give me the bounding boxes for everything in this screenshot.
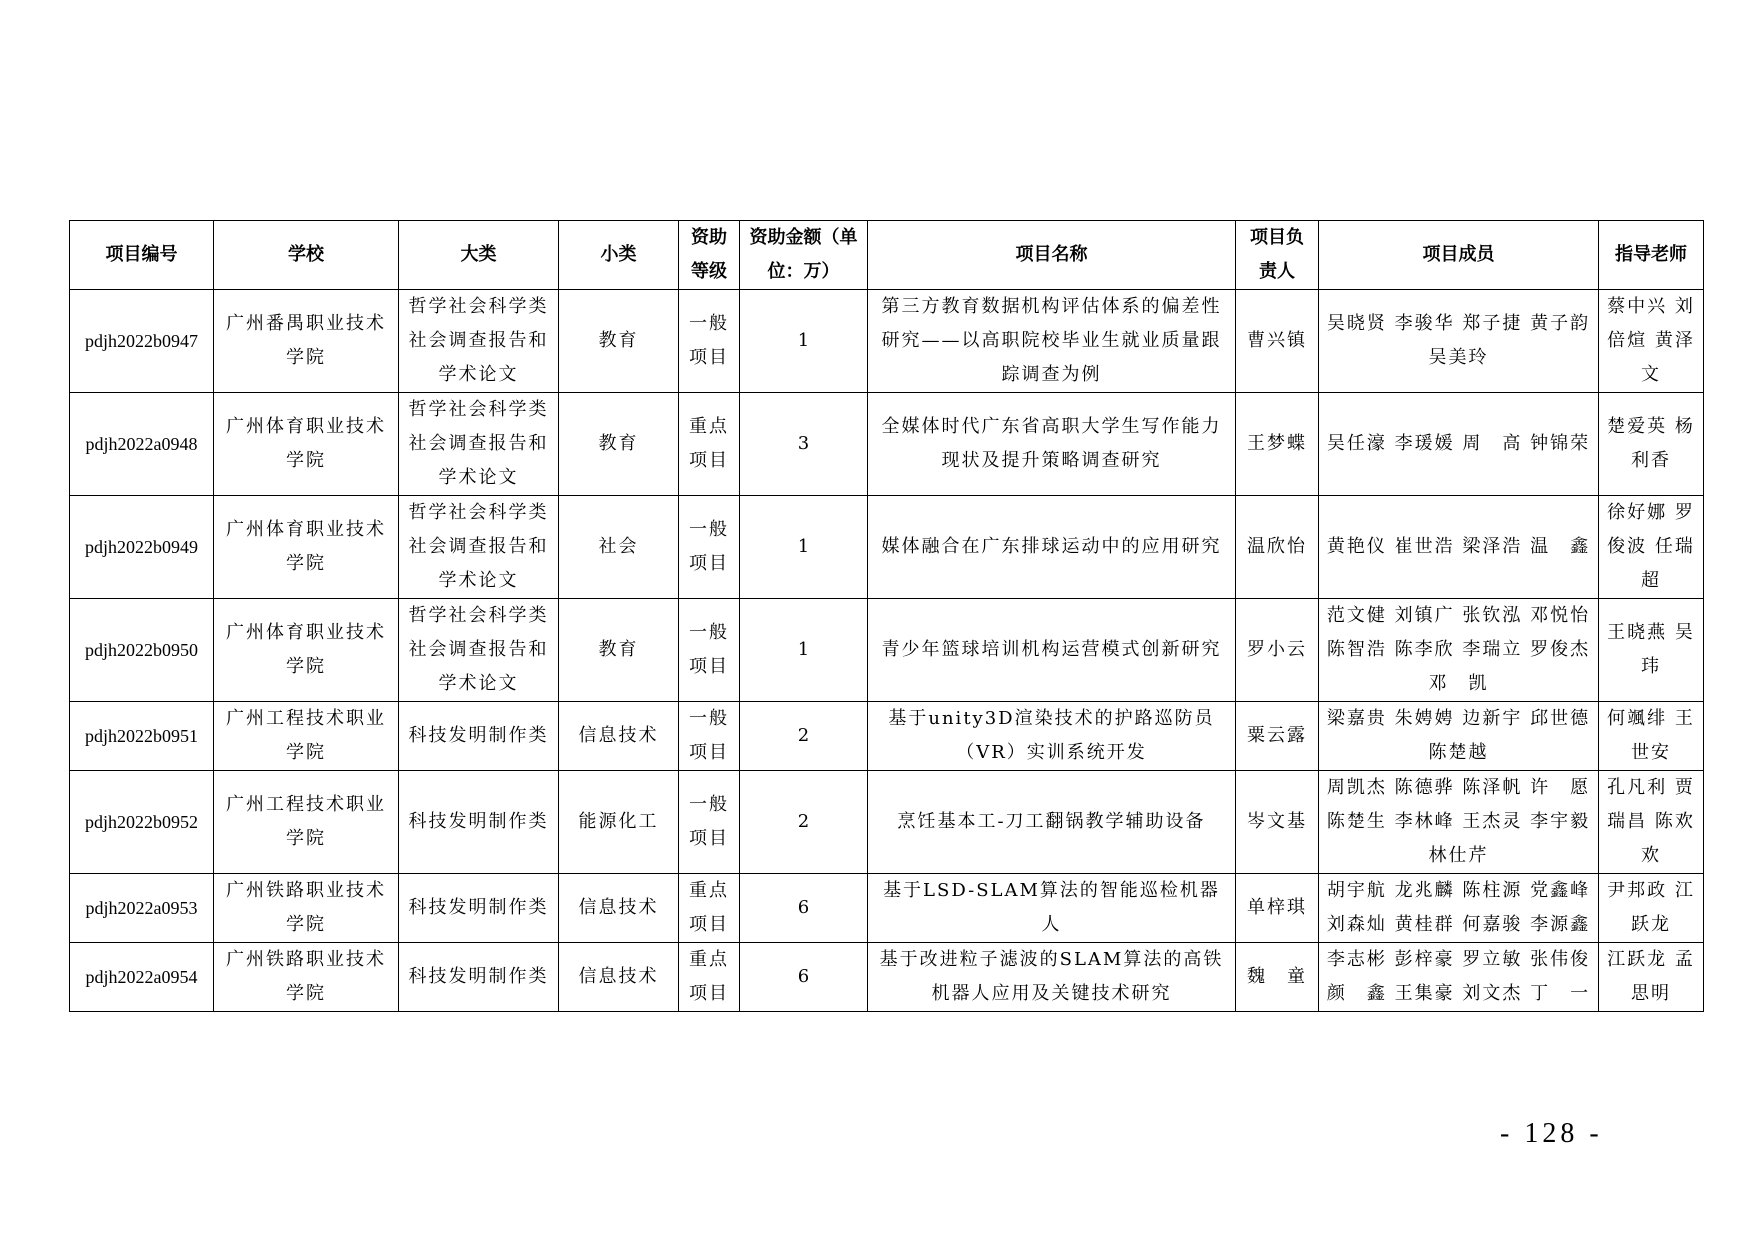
header-category: 大类 xyxy=(399,221,559,290)
cell-advisor: 尹邦政 江跃龙 xyxy=(1599,874,1704,943)
cell-leader: 王梦蝶 xyxy=(1236,393,1319,496)
header-subcategory: 小类 xyxy=(559,221,679,290)
cell-code: pdjh2022b0951 xyxy=(70,702,214,771)
cell-school: 广州体育职业技术学院 xyxy=(214,496,399,599)
cell-subcategory: 教育 xyxy=(559,290,679,393)
cell-subcategory: 教育 xyxy=(559,393,679,496)
cell-members: 李志彬 彭梓豪 罗立敏 张伟俊 颜 鑫 王集豪 刘文杰 丁 一 xyxy=(1319,943,1599,1012)
cell-code: pdjh2022a0948 xyxy=(70,393,214,496)
cell-school: 广州番禺职业技术学院 xyxy=(214,290,399,393)
cell-code: pdjh2022a0954 xyxy=(70,943,214,1012)
cell-title: 烹饪基本工-刀工翻锅教学辅助设备 xyxy=(868,771,1236,874)
header-school: 学校 xyxy=(214,221,399,290)
project-table xyxy=(69,220,1715,1012)
cell-subcategory: 信息技术 xyxy=(559,702,679,771)
cell-category: 哲学社会科学类社会调查报告和学术论文 xyxy=(399,393,559,496)
cell-code: pdjh2022a0953 xyxy=(70,874,214,943)
cell-amount: 2 xyxy=(740,771,868,874)
cell-level: 一般项目 xyxy=(679,496,740,599)
cell-title: 基于LSD-SLAM算法的智能巡检机器人 xyxy=(868,874,1236,943)
cell-members: 范文健 刘镇广 张钦泓 邓悦怡 陈智浩 陈李欣 李瑞立 罗俊杰 邓 凯 xyxy=(1319,599,1599,702)
cell-title: 第三方教育数据机构评估体系的偏差性研究——以高职院校毕业生就业质量跟踪调查为例 xyxy=(868,290,1236,393)
table-row xyxy=(70,771,1704,874)
cell-category: 科技发明制作类 xyxy=(399,771,559,874)
cell-category: 科技发明制作类 xyxy=(399,702,559,771)
cell-title: 基于unity3D渲染技术的护路巡防员（VR）实训系统开发 xyxy=(868,702,1236,771)
cell-school: 广州工程技术职业学院 xyxy=(214,771,399,874)
cell-school: 广州铁路职业技术学院 xyxy=(214,874,399,943)
cell-amount: 1 xyxy=(740,599,868,702)
cell-title: 媒体融合在广东排球运动中的应用研究 xyxy=(868,496,1236,599)
cell-members: 梁嘉贵 朱娉娉 边新宇 邱世德 陈楚越 xyxy=(1319,702,1599,771)
cell-subcategory: 信息技术 xyxy=(559,874,679,943)
table-row xyxy=(70,393,1704,496)
cell-members: 黄艳仪 崔世浩 梁泽浩 温 鑫 xyxy=(1319,496,1599,599)
cell-level: 重点项目 xyxy=(679,393,740,496)
header-row xyxy=(70,221,1704,290)
cell-code: pdjh2022b0947 xyxy=(70,290,214,393)
cell-title: 青少年篮球培训机构运营模式创新研究 xyxy=(868,599,1236,702)
cell-leader: 粟云露 xyxy=(1236,702,1319,771)
cell-subcategory: 社会 xyxy=(559,496,679,599)
page-number: - 128 - xyxy=(1500,1118,1603,1149)
header-members: 项目成员 xyxy=(1319,221,1599,290)
cell-leader: 温欣怡 xyxy=(1236,496,1319,599)
cell-amount: 1 xyxy=(740,496,868,599)
cell-amount: 3 xyxy=(740,393,868,496)
cell-level: 重点项目 xyxy=(679,874,740,943)
cell-leader: 曹兴镇 xyxy=(1236,290,1319,393)
table-row xyxy=(70,943,1704,1012)
cell-code: pdjh2022b0952 xyxy=(70,771,214,874)
header-advisor: 指导老师 xyxy=(1599,221,1704,290)
cell-subcategory: 教育 xyxy=(559,599,679,702)
cell-advisor: 何颯绯 王世安 xyxy=(1599,702,1704,771)
cell-advisor: 孔凡利 贾瑞昌 陈欢欢 xyxy=(1599,771,1704,874)
header-amount: 资助金额（单位：万） xyxy=(740,221,868,290)
cell-members: 胡宇航 龙兆麟 陈柱源 党鑫峰 刘森灿 黄桂群 何嘉骏 李源鑫 xyxy=(1319,874,1599,943)
cell-code: pdjh2022b0949 xyxy=(70,496,214,599)
cell-members: 周凯杰 陈德骅 陈泽帆 许 愿 陈楚生 李林峰 王杰灵 李宇毅 林仕芹 xyxy=(1319,771,1599,874)
cell-title: 基于改进粒子滤波的SLAM算法的高铁机器人应用及关键技术研究 xyxy=(868,943,1236,1012)
cell-category: 科技发明制作类 xyxy=(399,943,559,1012)
cell-leader: 魏 童 xyxy=(1236,943,1319,1012)
cell-school: 广州铁路职业技术学院 xyxy=(214,943,399,1012)
cell-amount: 2 xyxy=(740,702,868,771)
cell-category: 科技发明制作类 xyxy=(399,874,559,943)
header-level: 资助等级 xyxy=(679,221,740,290)
header-leader: 项目负责人 xyxy=(1236,221,1319,290)
cell-school: 广州体育职业技术学院 xyxy=(214,599,399,702)
cell-school: 广州体育职业技术学院 xyxy=(214,393,399,496)
cell-category: 哲学社会科学类社会调查报告和学术论文 xyxy=(399,496,559,599)
table-row xyxy=(70,702,1704,771)
cell-amount: 6 xyxy=(740,874,868,943)
cell-level: 一般项目 xyxy=(679,599,740,702)
header-title: 项目名称 xyxy=(868,221,1236,290)
cell-advisor: 王晓燕 吴 玮 xyxy=(1599,599,1704,702)
cell-advisor: 江跃龙 孟思明 xyxy=(1599,943,1704,1012)
cell-amount: 1 xyxy=(740,290,868,393)
cell-leader: 罗小云 xyxy=(1236,599,1319,702)
cell-level: 一般项目 xyxy=(679,702,740,771)
cell-advisor: 徐好娜 罗俊波 任瑞超 xyxy=(1599,496,1704,599)
cell-leader: 单梓琪 xyxy=(1236,874,1319,943)
cell-level: 一般项目 xyxy=(679,771,740,874)
cell-members: 吴晓贤 李骏华 郑子捷 黄子韵 吴美玲 xyxy=(1319,290,1599,393)
cell-advisor: 楚爱英 杨利香 xyxy=(1599,393,1704,496)
cell-subcategory: 信息技术 xyxy=(559,943,679,1012)
cell-school: 广州工程技术职业学院 xyxy=(214,702,399,771)
table-row xyxy=(70,290,1704,393)
cell-members: 吴任濠 李瑗媛 周 高 钟锦荣 xyxy=(1319,393,1599,496)
cell-leader: 岑文基 xyxy=(1236,771,1319,874)
cell-level: 重点项目 xyxy=(679,943,740,1012)
table-row xyxy=(70,874,1704,943)
cell-subcategory: 能源化工 xyxy=(559,771,679,874)
cell-category: 哲学社会科学类社会调查报告和学术论文 xyxy=(399,290,559,393)
cell-advisor: 蔡中兴 刘倍煊 黄泽文 xyxy=(1599,290,1704,393)
cell-category: 哲学社会科学类社会调查报告和学术论文 xyxy=(399,599,559,702)
cell-level: 一般项目 xyxy=(679,290,740,393)
cell-amount: 6 xyxy=(740,943,868,1012)
cell-code: pdjh2022b0950 xyxy=(70,599,214,702)
cell-title: 全媒体时代广东省高职大学生写作能力现状及提升策略调查研究 xyxy=(868,393,1236,496)
header-code: 项目编号 xyxy=(70,221,214,290)
table-row xyxy=(70,599,1704,702)
table-row xyxy=(70,496,1704,599)
